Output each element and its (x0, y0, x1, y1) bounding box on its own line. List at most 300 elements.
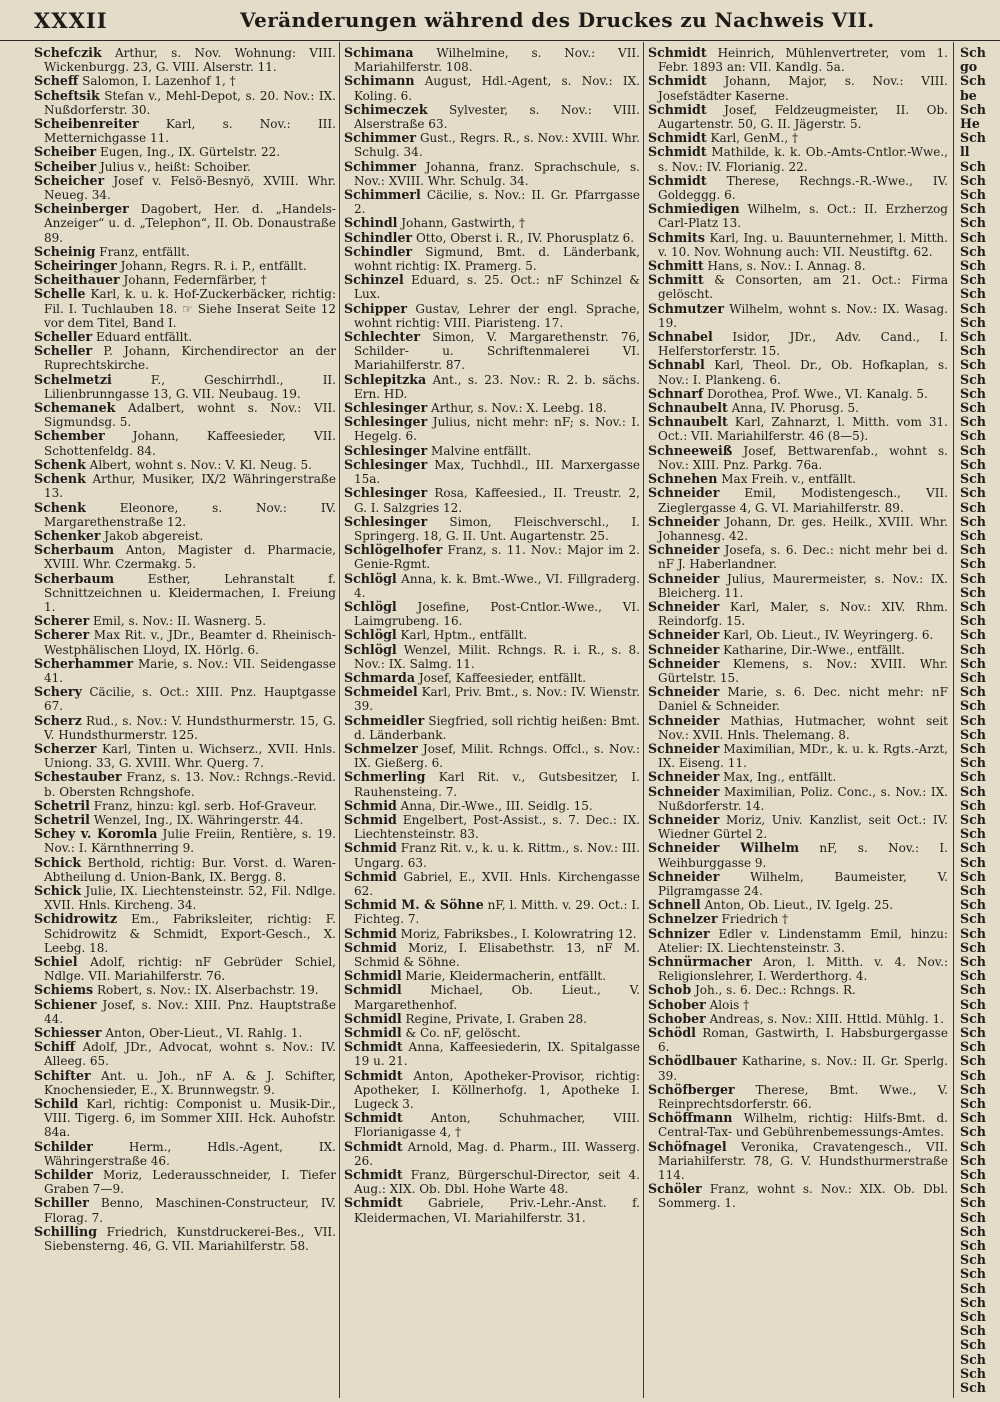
edge-fragment: Sch (960, 982, 986, 998)
entry-surname: Schick (34, 882, 82, 898)
directory-entry (34, 259, 336, 273)
entry-details: Arthur, s. Nov. Wohnung: VIII. Wickenburgg. 23, G. VIII. Alserstr. 11. (44, 46, 336, 75)
entry-details: Moriz, I. Elisabethstr. 13, nF M. Schmid & Söhne. (354, 940, 640, 969)
entry-details: Max, Ing., entfällt. (723, 770, 837, 785)
entry-details: Josef, Kaffeesieder, entfällt. (418, 670, 587, 685)
directory-entry (34, 799, 336, 813)
directory-entry (344, 813, 640, 841)
entry-details: Sigmund, Bmt. d. Länderbank, wohnt richtig: IX. Pramerg. 5. (354, 244, 640, 274)
edge-fragment: Sch (960, 286, 986, 302)
entry-surname: Schefczik (34, 45, 102, 60)
entry-surname: Schöfberger (648, 1081, 735, 1097)
edge-fragment: Sch (960, 641, 986, 657)
edge-fragment: Sch (960, 187, 986, 203)
entry-details: Anton, Apotheker-Provisor, richtig: Apotheker, I. Köllnerhofg. 1, Apotheke I. Lugeck 3. (354, 1068, 640, 1112)
edge-fragment: ll (960, 144, 970, 160)
entry-details: Veronika, Cravatengesch., VII. Mariahilferstr. 78, G. V. Hundsthurmerstraße 114. (658, 1139, 948, 1183)
entry-surname: Schneider (648, 868, 720, 884)
directory-entry (648, 912, 948, 926)
directory-entry (34, 117, 336, 145)
entry-surname: Schlesinger (344, 513, 428, 529)
edge-fragment: Sch (960, 584, 986, 600)
entry-surname: Schnizer (648, 925, 710, 941)
entry-details: Simon, Fleischverschl., I. Springerg. 18, G. II. Unt. Augartenstr. 25. (354, 514, 640, 543)
entry-surname: Schilder (34, 1138, 93, 1154)
directory-entry (344, 600, 640, 628)
edge-fragment: Sch (960, 343, 986, 359)
entry-surname: Schneider (648, 485, 720, 501)
entry-details: Malvine entfällt. (431, 443, 532, 458)
directory-entry (344, 401, 640, 415)
entry-details: Berthold, richtig: Bur. Vorst. d. Waren-Abtheilung d. Union-Bank, IX. Bergg. 8. (44, 855, 336, 884)
edge-fragment: Sch (960, 329, 986, 345)
entry-details: Eleonore, s. Nov.: IV. Margarethenstraße 12. (44, 500, 336, 529)
entry-details: Heinrich, Mühlenvertreter, vom 1. Febr. 1893 an: VII. Kandlg. 5a. (658, 46, 948, 75)
directory-entry (648, 358, 948, 386)
directory-entry (34, 373, 336, 401)
directory-entry (344, 160, 640, 188)
edge-fragment: Sch (960, 570, 986, 586)
directory-entry (648, 572, 948, 600)
entry-surname: Schemanek (34, 400, 116, 416)
column-1 (34, 46, 336, 1253)
entry-details: Moriz, Fabriksbes., I. Kolowratring 12. (400, 926, 637, 941)
directory-entry (34, 998, 336, 1026)
entry-details: Franz, s. 13. Nov.: Rchngs.-Revid. b. Obersten Rchngshofe. (44, 770, 336, 799)
directory-entry (344, 799, 640, 813)
edge-fragment: Sch (960, 243, 986, 259)
directory-entry (648, 1182, 948, 1210)
entry-details: Klemens, s. Nov.: XVIII. Whr. Gürtelstr. 15. (658, 656, 948, 685)
entry-surname: Schneeweiß (648, 442, 733, 458)
entry-surname: Schlechter (344, 329, 421, 345)
entry-surname: Schmerling (344, 769, 426, 785)
entry-details: Julie Freiin, Rentière, s. 19. Nov.: I. Kärnthnerring 9. (44, 827, 336, 856)
edge-fragment: Sch (960, 996, 986, 1012)
directory-entry (344, 643, 640, 671)
entry-details: Isidor, JDr., Adv. Cand., I. Helferstorferstr. 15. (658, 330, 948, 359)
entry-surname: Schelmetzi (34, 371, 112, 387)
entry-details: Karl, Ing. u. Bauunternehmer, l. Mitth. v. 10. Nov. Wohnung auch: VII. Neustiftg. 62. (658, 230, 948, 259)
edge-fragment: Sch (960, 485, 986, 501)
directory-entry (648, 174, 948, 202)
entry-surname: Schneider (648, 740, 720, 756)
directory-entry (344, 1026, 640, 1040)
edge-fragment: Sch (960, 158, 986, 174)
entry-surname: Schmid (344, 811, 397, 827)
directory-entry (34, 714, 336, 742)
page-header (0, 0, 1000, 41)
entry-surname: Schmelzer (344, 740, 418, 756)
entry-details: Robert, s. Nov.: IX. Alserbachstr. 19. (96, 983, 319, 998)
directory-entry (648, 643, 948, 657)
directory-entry (648, 486, 948, 514)
entry-surname: Schneider (648, 542, 720, 558)
directory-entry (344, 983, 640, 1011)
edge-fragment: Sch (960, 1110, 986, 1126)
entry-details: Josefine, Post-Cntlor.-Wwe., VI. Laimgrubeng. 16. (354, 599, 640, 629)
directory-entry (648, 813, 948, 841)
directory-entry (648, 103, 948, 131)
entry-details: Friedrich, Kunstdruckerei-Bes., VII. Siebensterng. 46, G. VII. Mariahilferstr. 58. (44, 1224, 336, 1254)
entry-surname: Schelle (34, 286, 86, 302)
directory-entry (344, 74, 640, 102)
entry-surname: Schlesinger (344, 485, 428, 501)
directory-entry (34, 529, 336, 543)
edge-fragment: Sch (960, 1039, 986, 1055)
entry-details: Franz, Bürgerschul-Director, seit 4. Aug.: XIX. Ob. Dbl. Hohe Warte 48. (354, 1168, 640, 1197)
entry-details: Karl, Theol. Dr., Ob. Hofkaplan, s. Nov.: I. Plankeng. 6. (658, 358, 948, 387)
directory-entry (34, 401, 336, 429)
entry-surname: Schmeidler (344, 712, 425, 728)
edge-fragment: Sch (960, 1380, 986, 1396)
entry-details: Anna, Dir.-Wwe., III. Seidlg. 15. (400, 798, 593, 813)
entry-details: Franz, wohnt s. Nov.: XIX. Ob. Dbl. Sommerg. 1. (658, 1182, 948, 1211)
entry-details: Siegfried, soll richtig heißen: Bmt. d. Länderbank. (354, 713, 640, 742)
directory-entry (344, 714, 640, 742)
directory-entry (34, 614, 336, 628)
entry-surname: Scherer (34, 613, 90, 629)
entry-surname: Schmidt (344, 1039, 403, 1055)
page-number: XXXII (34, 8, 108, 33)
entry-surname: Schery (34, 684, 82, 700)
entry-surname: Schmid (344, 840, 397, 856)
directory-entry (34, 145, 336, 159)
entry-surname: Schild (34, 1096, 79, 1112)
entry-details: Adolf, richtig: nF Gebrüder Schiel, Ndlge. VII. Mariahilferstr. 76. (44, 955, 336, 984)
edge-fragment: Sch (960, 73, 986, 89)
directory-entry (648, 657, 948, 685)
entry-details: Alois † (709, 997, 750, 1012)
edge-fragment: Sch (960, 272, 986, 288)
cut-off-column (960, 46, 1000, 1395)
directory-entry (344, 742, 640, 770)
entry-details: Karl, richtig: Componist u. Musik-Dir., VIII. Tigerg. 6, im Sommer XIII. Hck. Auhofstr. 84a. (44, 1097, 336, 1140)
entry-surname: Schiener (34, 996, 97, 1012)
entry-details: Wenzel, Ing., IX. Währingerstr. 44. (93, 812, 304, 827)
directory-entry (648, 983, 948, 997)
edge-fragment: Sch (960, 1252, 986, 1268)
edge-fragment: Sch (960, 1223, 986, 1239)
entry-surname: Schnabel (648, 329, 713, 345)
entry-details: Andreas, s. Nov.: XIII. Httld. Mühlg. 1. (709, 1011, 944, 1026)
entry-surname: Schlesinger (344, 414, 428, 430)
entry-details: Julius, Maurermeister, s. Nov.: IX. Bleicherg. 11. (658, 571, 948, 600)
directory-entry (34, 74, 336, 88)
entry-surname: Schmidt (648, 73, 707, 89)
entry-details: Wilhelm, richtig: Hilfs-Bmt. d. Central-Tax- und Gebührenbemessungs-Amtes. (658, 1111, 948, 1140)
entry-details: Cäcilie, s. Oct.: XIII. Pnz. Hauptgasse 67. (44, 685, 336, 714)
entry-surname: Schmid (344, 939, 397, 955)
directory-entry (344, 216, 640, 230)
directory-entry (344, 543, 640, 571)
entry-details: Joh., s. 6. Dec.: Rchngs. R. (694, 983, 856, 998)
entry-details: Josef, Bettwarenfab., wohnt s. Nov.: XIII. Pnz. Parkg. 76a. (658, 443, 948, 472)
entry-surname: Schneider (648, 570, 720, 586)
directory-entry (344, 188, 640, 216)
entry-details: F., Geschirrhdl., II. Lilienbrunngasse 13, G. VII. Neubaug. 19. (44, 372, 336, 401)
directory-entry (648, 714, 948, 742)
directory-entry (34, 1168, 336, 1196)
entry-details: Rud., s. Nov.: V. Hundsthurmerstr. 15, G. V. Hundsthurmerstr. 125. (44, 713, 336, 742)
directory-entry (34, 160, 336, 174)
entry-surname: Schinzel (344, 272, 404, 288)
directory-entry (648, 415, 948, 443)
entry-surname: Schlesinger (344, 442, 428, 458)
directory-entry (648, 131, 948, 145)
entry-surname: Schmid (344, 797, 397, 813)
directory-entry (344, 770, 640, 798)
edge-fragment: Sch (960, 1309, 986, 1325)
entry-details: Karl, k. u. k. Hof-Zuckerbäcker, richtig: Fil. I. Tuchlauben 18. ☞ Siehe Inserat Seite 12 vor dem Titel, Band I. (44, 287, 336, 330)
entry-details: Karl, s. Nov.: III. Metternichgasse 11. (44, 117, 336, 146)
entry-surname: Schneider (648, 684, 720, 700)
entry-details: Karl, Maler, s. Nov.: XIV. Rhm. Reindorfg. 15. (658, 599, 948, 629)
entry-details: Anna, k. k. Bmt.-Wwe., VI. Fillgraderg. 4. (354, 571, 640, 600)
entry-surname: Schnarf (648, 385, 704, 401)
entry-surname: Schidrowitz (34, 911, 118, 927)
entry-surname: Schmitt (648, 258, 704, 274)
directory-entry (648, 330, 948, 358)
entry-details: Aron, l. Mitth. v. 4. Nov.: Religionslehrer, I. Werderthorg. 4. (658, 955, 948, 984)
edge-fragment: Sch (960, 598, 986, 614)
edge-fragment: Sch (960, 684, 986, 700)
entry-surname: Schlesinger (344, 456, 428, 472)
edge-fragment: Sch (960, 769, 986, 785)
entry-surname: Schneider (648, 598, 720, 614)
entry-surname: Scherbaum (34, 542, 115, 558)
entry-surname: Schmidt (344, 1195, 403, 1211)
entry-surname: Schneider (648, 627, 720, 643)
directory-entry (648, 515, 948, 543)
entry-details: Karl, Priv. Bmt., s. Nov.: IV. Wienstr. 39. (354, 685, 640, 714)
directory-entry (34, 458, 336, 472)
entry-details: Karl, GenM., † (710, 131, 798, 146)
edge-fragment: Sch (960, 968, 986, 984)
entry-surname: Schmidt (648, 172, 707, 188)
entry-details: August, Hdl.-Agent, s. Nov.: IX. Koling. 6. (354, 74, 640, 103)
entry-surname: Schiff (34, 1039, 76, 1055)
entry-details: Arnold, Mag. d. Pharm., III. Wasserg. 26. (354, 1139, 640, 1168)
edge-fragment: Sch (960, 428, 986, 444)
entry-surname: Schlögl (344, 598, 397, 614)
directory-entry (648, 1083, 948, 1111)
edge-fragment: Sch (960, 471, 986, 487)
directory-entry (344, 685, 640, 713)
entry-details: Franz Rit. v., k. u. k. Rittm., s. Nov.: III. Ungarg. 63. (354, 841, 640, 870)
entry-details: Karl, Ob. Lieut., IV. Weyringerg. 6. (723, 628, 934, 643)
directory-entry (648, 841, 948, 869)
entry-surname: Schmidt (648, 130, 707, 146)
edge-fragment: Sch (960, 627, 986, 643)
entry-surname: Schilling (34, 1223, 98, 1239)
entry-surname: Schneider (648, 655, 720, 671)
entry-surname: Schmid (344, 868, 397, 884)
directory-entry (344, 1111, 640, 1139)
entry-details: Marie, s. Nov.: VII. Seidengasse 41. (44, 656, 336, 685)
entry-details: Marie, s. 6. Dec. nicht mehr: nF Daniel & Schneider. (658, 685, 948, 714)
edge-fragment: Sch (960, 1266, 986, 1282)
entry-surname: Schmid M. & Söhne (344, 897, 484, 913)
directory-entry (344, 628, 640, 642)
edge-fragment: Sch (960, 371, 986, 387)
entry-surname: Schiesser (34, 1025, 102, 1041)
entry-surname: Schmiedigen (648, 201, 740, 217)
entry-surname: Scherhammer (34, 655, 134, 671)
entry-details: Sylvester, s. Nov.: VIII. Alserstraße 63. (354, 102, 640, 132)
entry-surname: Schober (648, 1010, 706, 1026)
edge-fragment: Sch (960, 811, 986, 827)
column-3 (648, 46, 948, 1211)
entry-details: Salomon, I. Lazenhof 1, † (82, 74, 236, 89)
directory-entry (648, 472, 948, 486)
edge-fragment: Sch (960, 1067, 986, 1083)
entry-details: Mathias, Hutmacher, wohnt seit Nov.: XVII. Hnls. Thelemang. 8. (658, 713, 948, 742)
entry-details: Anton, Ober-Lieut., VI. Rahlg. 1. (105, 1026, 303, 1041)
entry-surname: Schmutzer (648, 300, 725, 316)
directory-entry (648, 444, 948, 472)
directory-entry (648, 302, 948, 330)
edge-fragment: go (960, 59, 978, 75)
entry-details: Mathilde, k. k. Ob.-Amts-Cntlor.-Wwe., s. Nov.: IV. Florianig. 22. (658, 145, 948, 174)
directory-entry (648, 955, 948, 983)
entry-details: Josef, s. Nov.: XIII. Pnz. Hauptstraße 44. (44, 997, 336, 1026)
edge-fragment: be (960, 87, 977, 103)
edge-fragment: He (960, 116, 980, 132)
directory-entry (648, 770, 948, 784)
edge-fragment: Sch (960, 613, 986, 629)
entry-details: Maximilian, Poliz. Conc., s. Nov.: IX. Nußdorferstr. 14. (658, 784, 948, 813)
entry-surname: Schey v. Koromla (34, 826, 158, 842)
directory-entry (34, 657, 336, 685)
entry-surname: Scherer (34, 627, 90, 643)
edge-fragment: Sch (960, 258, 986, 274)
entry-details: Katharine, s. Nov.: II. Gr. Sperlg. 39. (658, 1054, 948, 1083)
entry-details: Anna, Kaffeesiederin, IX. Spitalgasse 19 u. 21. (354, 1040, 640, 1069)
edge-fragment: Sch (960, 1124, 986, 1140)
entry-surname: Schmitt (648, 272, 704, 288)
entry-surname: Schöffmann (648, 1110, 733, 1126)
directory-entry (344, 46, 640, 74)
edge-fragment: Sch (960, 669, 986, 685)
edge-fragment: Sch (960, 385, 986, 401)
entry-surname: Schenk (34, 456, 86, 472)
entry-surname: Schnürmacher (648, 954, 752, 969)
edge-fragment: Sch (960, 1053, 986, 1069)
directory-entry (344, 486, 640, 514)
entry-details: Max Freih. v., entfällt. (721, 472, 856, 487)
entry-surname: Schneider (648, 769, 720, 785)
directory-entry (34, 344, 336, 372)
directory-entry (648, 600, 948, 628)
entry-surname: Scheibenreiter (34, 116, 139, 132)
directory-entry (648, 1012, 948, 1026)
edge-fragment: Sch (960, 897, 986, 913)
entry-surname: Schneider (648, 712, 720, 728)
entry-surname: Schiems (34, 982, 94, 998)
entry-surname: Scheller (34, 343, 93, 359)
directory-entry (344, 572, 640, 600)
directory-entry (648, 202, 948, 230)
entry-surname: Scherbaum (34, 570, 115, 586)
entry-details: nF, l. Mitth. v. 29. Oct.: I. Fichteg. 7. (354, 898, 640, 927)
entry-details: Emil, s. Nov.: II. Wasnerg. 5. (93, 614, 267, 629)
directory-entry (34, 202, 336, 245)
entry-surname: Schlögl (344, 641, 397, 657)
edge-fragment: Sch (960, 1152, 986, 1168)
directory-entry (344, 841, 640, 869)
entry-details: Gabriele, Priv.-Lehr.-Anst. f. Kleidermachen, VI. Mariahilferstr. 31. (354, 1196, 640, 1225)
entry-details: Wilhelm, Baumeister, V. Pilgramgasse 24. (658, 869, 948, 898)
edge-fragment: Sch (960, 655, 986, 671)
entry-details: Cäcilie, s. Nov.: II. Gr. Pfarrgasse 2. (354, 188, 640, 217)
directory-entry (648, 231, 948, 259)
directory-entry (344, 231, 640, 245)
directory-entry (648, 1140, 948, 1183)
directory-entry (344, 444, 640, 458)
edge-fragment: Sch (960, 826, 986, 842)
entry-surname: Schmidt (344, 1110, 403, 1126)
entry-surname: Scheiber (34, 144, 97, 160)
entry-details: Albert, wohnt s. Nov.: V. Kl. Neug. 5. (89, 457, 312, 472)
entry-surname: Schimmerl (344, 187, 421, 203)
directory-entry (344, 1069, 640, 1112)
directory-entry (344, 870, 640, 898)
edge-fragment: Sch (960, 1238, 986, 1254)
directory-entry (344, 103, 640, 131)
entry-surname: Scheithauer (34, 272, 120, 288)
edge-fragment: Sch (960, 499, 986, 515)
entry-surname: Schnell (648, 897, 701, 913)
directory-entry (344, 1040, 640, 1068)
entry-details: Gustav, Lehrer der engl. Sprache, wohnt richtig: VIII. Piaristeng. 17. (354, 301, 640, 330)
entry-surname: Schmeidel (344, 684, 418, 700)
entry-details: Katharine, Dir.-Wwe., entfällt. (723, 642, 905, 657)
entry-surname: Schmidl (344, 1025, 402, 1041)
entry-surname: Schmid (344, 925, 397, 941)
edge-fragment: Sch (960, 740, 986, 756)
entry-surname: Scheiringer (34, 258, 117, 274)
directory-entry (34, 1026, 336, 1040)
entry-details: Friedrich † (721, 912, 789, 927)
edge-fragment: Sch (960, 1010, 986, 1026)
directory-entry (648, 685, 948, 713)
entry-details: Johann, Dr. ges. Heilk., XVIII. Whr. Johannesg. 42. (658, 514, 948, 543)
directory-entry (648, 46, 948, 74)
entry-details: Eduard entfällt. (95, 330, 193, 345)
entry-details: nF, s. Nov.: I. Weihburggasse 9. (658, 841, 948, 870)
entry-details: Wenzel, Milit. Rchngs. R. i. R., s. 8. Nov.: IX. Salmg. 11. (354, 642, 640, 671)
directory-entry (344, 927, 640, 941)
entry-details: Ant., s. 23. Nov.: R. 2. b. sächs. Ern. HD. (354, 372, 640, 401)
edge-fragment: Sch (960, 542, 986, 558)
entry-surname: Schember (34, 428, 105, 444)
edge-fragment: Sch (960, 556, 986, 572)
entry-details: Hans, s. Nov.: I. Annag. 8. (707, 259, 866, 274)
directory-entry (344, 1168, 640, 1196)
entry-surname: Schödl (648, 1025, 696, 1041)
entry-surname: Schob (648, 982, 692, 998)
directory-entry (34, 1097, 336, 1140)
entry-surname: Scheller (34, 329, 93, 345)
edge-fragment: Sch (960, 357, 986, 373)
entry-details: Marie, Kleidermacherin, entfällt. (405, 969, 607, 984)
directory-entry (648, 1111, 948, 1139)
entry-details: Anna, IV. Phorusg. 5. (731, 401, 859, 416)
entry-surname: Schiel (34, 954, 78, 969)
directory-entry (34, 628, 336, 656)
directory-entry (34, 742, 336, 770)
